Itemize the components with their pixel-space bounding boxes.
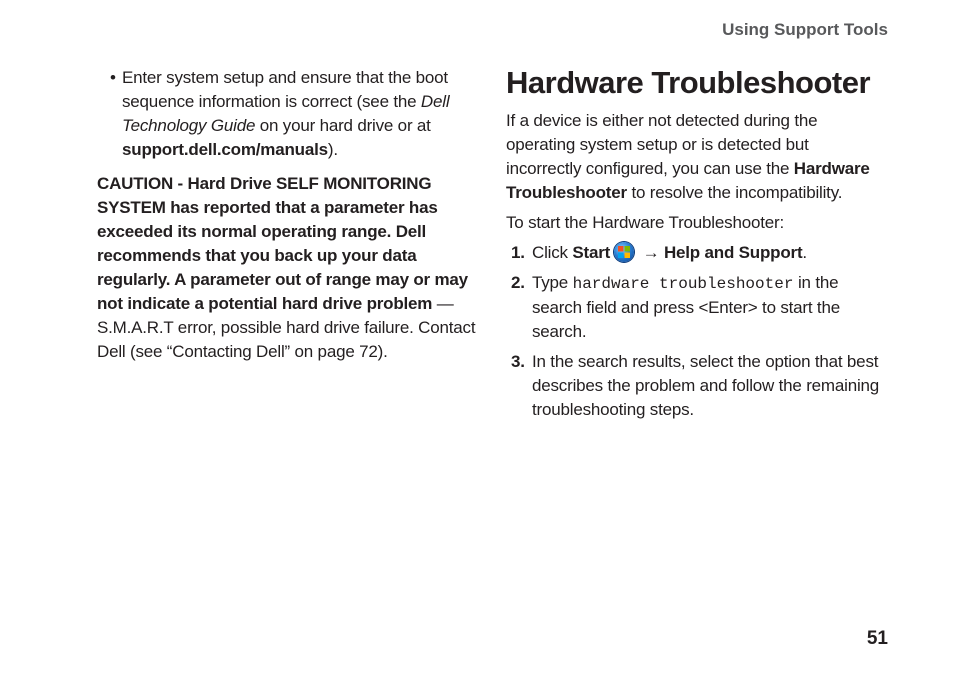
bullet-marker: • (110, 68, 116, 87)
step-number: 2. (511, 273, 525, 292)
intro-bold: Hardware Troubleshooter (506, 159, 870, 202)
step-text: Click (532, 243, 573, 262)
steps-list (506, 241, 886, 422)
bullet-text-end: ). (327, 140, 338, 159)
help-support-label: Help and Support (663, 243, 803, 262)
step-2 (506, 271, 886, 344)
arrow-icon: → (638, 243, 664, 262)
bullet-item (97, 66, 487, 162)
step-number: 1. (511, 243, 525, 262)
step-number: 3. (511, 352, 525, 371)
running-header: Using Support Tools (722, 20, 888, 39)
step-3 (506, 350, 886, 422)
step-1 (506, 241, 886, 265)
bullet-text-cont: on your hard drive or at (255, 116, 431, 135)
bullet-text: Enter system setup and ensure that the boot sequence information is correct (see the (122, 68, 448, 111)
start-instruction: To start the Hardware Troubleshooter: (506, 213, 784, 232)
start-label: Start (572, 243, 611, 262)
caution-paragraph (97, 172, 487, 364)
intro-text-end: to resolve the incompatibility. (626, 183, 843, 202)
caution-heading: CAUTION - Hard Drive SELF MONITORING SYSTEM has reported that a parameter has exceeded its normal operating range. Dell recommends that you back up your data regularly. A parameter out of range may or may not indicate a potential hard drive problem (97, 174, 468, 313)
step-text: In the search results, select the option that best describes the problem and follow the remaining troubleshooting steps. (532, 352, 880, 419)
step-text-end: . (802, 243, 807, 262)
step-text-end: in the search field and press <Enter> to start the search. (532, 273, 840, 341)
step-text: Type (532, 273, 573, 292)
caution-text: — S.M.A.R.T error, possible hard drive failure. Contact Dell (see “Contacting Dell” on page 72). (97, 294, 476, 361)
section-heading: Hardware Troubleshooter (506, 65, 871, 100)
left-column (97, 66, 487, 364)
right-column (506, 64, 886, 428)
windows-start-icon (614, 242, 634, 262)
intro-paragraph (506, 109, 886, 205)
guide-title: Dell Technology Guide (122, 92, 450, 135)
search-term: hardware troubleshooter (572, 275, 794, 293)
manuals-link[interactable]: support.dell.com/manuals (122, 140, 328, 159)
page-number: 51 (866, 628, 888, 649)
intro-text: If a device is either not detected during the operating system setup or is detected but incorrectly configured, you can use the (506, 111, 818, 178)
